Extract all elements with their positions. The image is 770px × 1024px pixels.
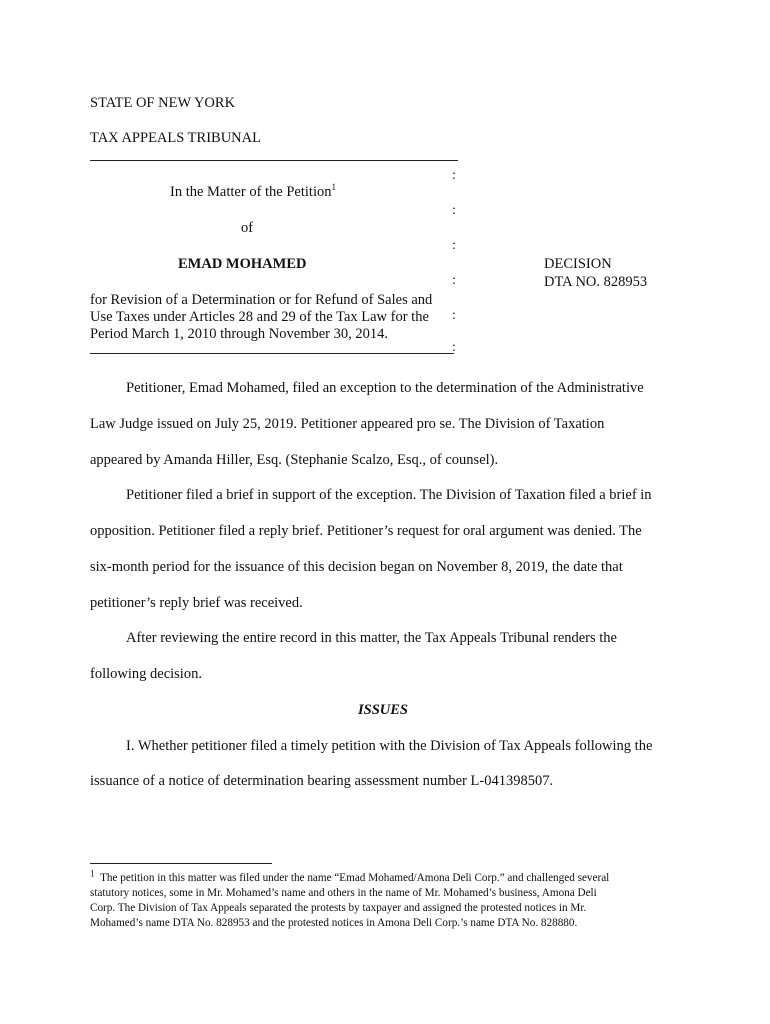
of-text: of [241, 220, 254, 236]
purpose-line: Use Taxes under Articles 28 and 29 of the Tax Law for the [90, 309, 429, 325]
body-line: After reviewing the entire record in this matter, the Tax Appeals Tribunal renders the [126, 630, 617, 646]
decision-number: DTA NO. 828953 [544, 274, 648, 290]
caption-colon: : [452, 308, 456, 323]
footnote-text: The petition in this matter was filed under the name “Emad Mohamed/Amona Deli Corp.” and challenged several [100, 872, 610, 884]
caption-bottom-rule [90, 353, 454, 354]
purpose-line: Period March 1, 2010 through November 30, 2014. [90, 326, 389, 342]
issues-heading: ISSUES [358, 702, 408, 718]
footnote-mark: 1 [90, 868, 95, 879]
footnote-rule [90, 863, 272, 864]
caption-top-rule [90, 160, 458, 161]
tribunal-heading: TAX APPEALS TRIBUNAL [90, 130, 261, 146]
body-line: appeared by Amanda Hiller, Esq. (Stephanie Scalzo, Esq., of counsel). [90, 452, 499, 468]
issue-line: I. Whether petitioner filed a timely petition with the Division of Tax Appeals following the [126, 738, 653, 754]
matter-text: In the Matter of the Petition [170, 184, 332, 200]
footnote-line [90, 868, 610, 886]
state-heading: STATE OF NEW YORK [90, 95, 236, 111]
caption-colon: : [452, 340, 456, 355]
issue-line: issuance of a notice of determination bearing assessment number L-041398507. [90, 773, 554, 789]
footnote-line: Corp. The Division of Tax Appeals separated the protests by taxpayer and assigned the protested notices in Mr. [90, 902, 587, 914]
petitioner-name: EMAD MOHAMED [178, 256, 307, 272]
footnote-line: Mohamed’s name DTA No. 828953 and the protested notices in Amona Deli Corp.’s name DTA No. 828880. [90, 917, 578, 929]
body-line: Law Judge issued on July 25, 2019. Petitioner appeared pro se. The Division of Taxation [90, 416, 605, 432]
body-line: petitioner’s reply brief was received. [90, 595, 303, 611]
purpose-line: for Revision of a Determination or for Refund of Sales and [90, 292, 433, 308]
body-line: Petitioner, Emad Mohamed, filed an exception to the determination of the Administrative [126, 380, 644, 396]
body-line: Petitioner filed a brief in support of the exception. The Division of Taxation filed a brief in [126, 487, 652, 503]
footnote-line: statutory notices, some in Mr. Mohamed’s name and others in the name of Mr. Mohamed’s business, Amona Deli [90, 887, 597, 899]
body-line: opposition. Petitioner filed a reply brief. Petitioner’s request for oral argument was denied. The [90, 523, 642, 539]
caption-colon: : [452, 203, 456, 218]
footnote-ref: 1 [331, 182, 336, 193]
matter-line [170, 183, 336, 201]
caption-colon: : [452, 238, 456, 253]
body-line: following decision. [90, 666, 202, 682]
decision-label: DECISION [544, 256, 612, 272]
caption-colon: : [452, 168, 456, 183]
caption-colon: : [452, 273, 456, 288]
body-line: six-month period for the issuance of this decision began on November 8, 2019, the date that [90, 559, 623, 575]
